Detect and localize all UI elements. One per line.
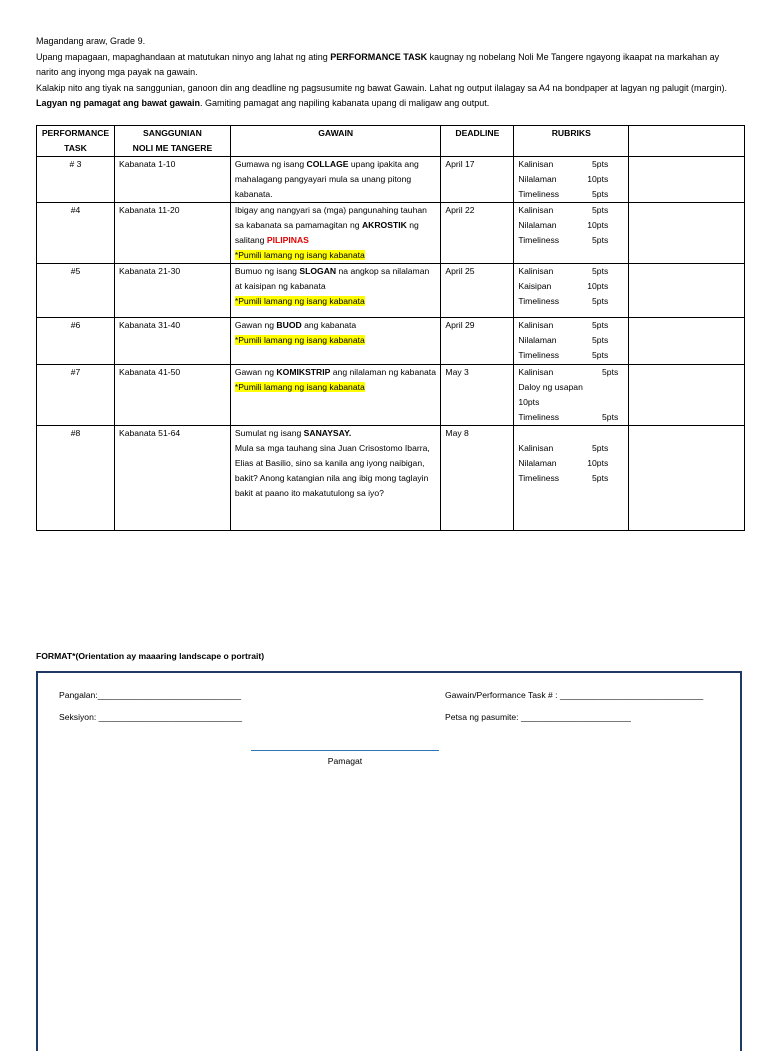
rubriks-cell xyxy=(514,157,629,203)
table-row xyxy=(37,365,745,426)
source-chapters: Kabanata 11-20 xyxy=(114,203,230,264)
rubric-line: Nilalaman 10pts xyxy=(518,458,609,468)
rubriks-cell xyxy=(514,426,629,531)
table-row xyxy=(37,157,745,203)
rubriks-cell xyxy=(514,264,629,318)
blank-cell xyxy=(629,426,745,531)
submission-date-field: Petsa ng pasumite: _______________________ xyxy=(445,712,631,722)
task-number: #6 xyxy=(37,318,115,365)
rubric-line: Timeliness 5pts xyxy=(518,473,609,483)
blank-cell xyxy=(629,264,745,318)
rubriks-cell xyxy=(514,203,629,264)
name-field: Pangalan:______________________________ xyxy=(59,690,242,700)
rubric-line: Kalinisan 5pts xyxy=(518,266,609,276)
task-number: #5 xyxy=(37,264,115,318)
header-blank xyxy=(629,126,745,157)
table-header-row xyxy=(37,126,745,157)
source-chapters: Kabanata 41-50 xyxy=(114,365,230,426)
rubric-line: Kalinisan 5pts xyxy=(518,367,619,377)
note-highlight: *Pumili lamang ng isang kabanata xyxy=(234,296,365,306)
note-highlight: *Pumili lamang ng isang kabanata xyxy=(234,335,365,345)
deadline-cell: May 3 xyxy=(441,365,514,426)
header-gawain: GAWAIN xyxy=(230,126,441,157)
header-rubriks: RUBRIKS xyxy=(514,126,629,157)
rubric-line: Kalinisan 5pts xyxy=(518,159,609,169)
source-chapters: Kabanata 51-64 xyxy=(114,426,230,531)
blank-cell xyxy=(629,203,745,264)
intro-paragraph-2: Kalakip nito ang tiyak na sanggunian, ganoon din ang deadline ng pagsusumite ng bawat Gawain. Lahat ng output ilalagay sa A4 na bondpaper at lagyan ng palugit (margin). Lagyan ng pamagat ang bawat gawain. Gamiting pamagat ang napiling kabanata upang di maligaw ang output. xyxy=(36,82,727,108)
deadline-cell: April 25 xyxy=(441,264,514,318)
source-chapters: Kabanata 21-30 xyxy=(114,264,230,318)
title-underline xyxy=(251,750,439,751)
title-label: Pamagat xyxy=(327,756,363,766)
section-field: Seksiyon: ______________________________ xyxy=(59,712,243,722)
rubric-line: 10pts xyxy=(518,397,540,407)
blank-cell xyxy=(629,318,745,365)
rubric-line: Kalinisan 5pts xyxy=(518,320,609,330)
rubriks-cell xyxy=(514,318,629,365)
note-highlight: *Pumili lamang ng isang kabanata xyxy=(234,382,365,392)
header-deadline: DEADLINE xyxy=(441,126,514,157)
gawain-cell: Gawan ng KOMIKSTRIP ang nilalaman ng kabanata *Pumili lamang ng isang kabanata xyxy=(230,365,441,426)
rubric-line: Nilalaman 10pts xyxy=(518,174,609,184)
deadline-cell: April 22 xyxy=(441,203,514,264)
table-row xyxy=(37,264,745,318)
task-number: #7 xyxy=(37,365,115,426)
table-row xyxy=(37,318,745,365)
rubric-line: Daloy ng usapan xyxy=(518,382,583,392)
rubric-line: Kalinisan 5pts xyxy=(518,205,609,215)
intro-paragraph-1: Upang mapagaan, mapaghandaan at matutukan ninyo ang lahat ng ating PERFORMANCE TASK kaugnay ng nobelang Noli Me Tangere ngayong ikaapat na markahan ay narito ang inyong mga payak na gawain. xyxy=(36,51,720,77)
task-number: #4 xyxy=(37,203,115,264)
performance-task-table xyxy=(36,125,745,531)
rubric-line: Timeliness 5pts xyxy=(518,412,619,422)
blank-cell xyxy=(629,365,745,426)
rubriks-cell xyxy=(514,365,629,426)
deadline-cell: May 8 xyxy=(441,426,514,531)
header-source: SANGGUNIAN NOLI ME TANGERE xyxy=(114,126,230,157)
source-chapters: Kabanata 31-40 xyxy=(114,318,230,365)
rubric-line: Nilalaman 10pts xyxy=(518,220,609,230)
task-number: # 3 xyxy=(37,157,115,203)
rubric-line: Nilalaman 5pts xyxy=(518,335,609,345)
rubric-line: Timeliness 5pts xyxy=(518,189,609,199)
task-number-field: Gawain/Performance Task # : ______________________________ xyxy=(445,690,704,700)
table-row xyxy=(37,426,745,531)
rubric-line: Kaisipan 10pts xyxy=(518,281,609,291)
rubric-line: Timeliness 5pts xyxy=(518,350,609,360)
gawain-cell: Gawan ng BUOD ang kabanata *Pumili lamang ng isang kabanata xyxy=(230,318,441,365)
blank-cell xyxy=(629,157,745,203)
gawain-cell: Gumawa ng isang COLLAGE upang ipakita ang mahalagang pangyayari mula sa unang pitong kabanata. xyxy=(230,157,441,203)
gawain-cell: Sumulat ng isang SANAYSAY. Mula sa mga tauhang sina Juan Crisostomo Ibarra, Elias at Basilio, sino sa kanila ang iyong naibigan, bakit? Anong katangian nila ang ibig mong taglayin bakit at paano ito makatutulong sa iyo? xyxy=(230,426,441,531)
intro-text xyxy=(36,34,736,112)
deadline-cell: April 29 xyxy=(441,318,514,365)
rubric-line: Timeliness 5pts xyxy=(518,296,609,306)
gawain-cell: Ibigay ang nangyari sa (mga) pangunahing tauhan sa kabanata sa pamamagitan ng AKROSTIK ng salitang PILIPINAS *Pumili lamang ng isang kabanata xyxy=(230,203,441,264)
rubric-line: Timeliness 5pts xyxy=(518,235,609,245)
deadline-cell: April 17 xyxy=(441,157,514,203)
table-row xyxy=(37,203,745,264)
format-label: FORMAT*(Orientation ay maaaring landscape o portrait) xyxy=(36,651,265,661)
greeting: Magandang araw, Grade 9. xyxy=(36,36,146,46)
header-task: PERFORMANCE TASK xyxy=(37,126,115,157)
note-highlight: *Pumili lamang ng isang kabanata xyxy=(234,250,365,260)
task-number: #8 xyxy=(37,426,115,531)
format-template-box xyxy=(36,671,742,1051)
source-chapters: Kabanata 1-10 xyxy=(114,157,230,203)
gawain-cell: Bumuo ng isang SLOGAN na angkop sa nilalaman at kaisipan ng kabanata *Pumili lamang ng isang kabanata xyxy=(230,264,441,318)
rubric-line: Kalinisan 5pts xyxy=(518,443,609,453)
